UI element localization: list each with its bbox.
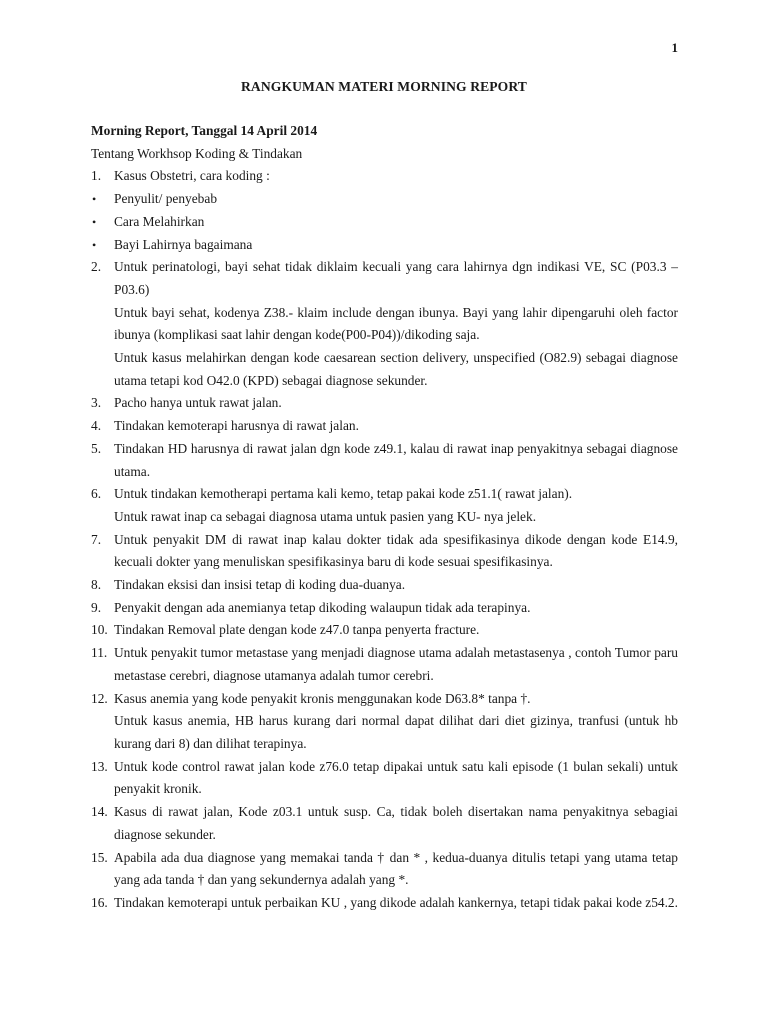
item-number: 7. bbox=[91, 531, 102, 547]
item-text: Tindakan eksisi dan insisi tetap di koding dua-duanya. bbox=[114, 577, 406, 593]
item-text: Untuk tindakan kemotherapi pertama kali kemo, tetap pakai kode z51.1( rawat jalan). bbox=[114, 486, 573, 502]
list-item-2 bbox=[91, 256, 678, 301]
item-number: 8. bbox=[91, 577, 102, 593]
list-item-10 bbox=[91, 619, 678, 642]
item-number: 12. bbox=[91, 690, 108, 706]
list-item-5 bbox=[91, 438, 678, 483]
item-number: 16. bbox=[91, 894, 108, 910]
list-item-16 bbox=[91, 892, 678, 915]
list-item-13 bbox=[91, 756, 678, 801]
list-item-6 bbox=[91, 483, 678, 506]
list-item-4 bbox=[91, 415, 678, 438]
bullet-icon: • bbox=[92, 237, 97, 252]
bullet-icon: • bbox=[92, 192, 97, 207]
item-number: 1. bbox=[91, 168, 102, 184]
item-note: Untuk kasus melahirkan dengan kode caesarean section delivery, unspecified (O82.9) sebagai diagnose utama tetapi kod O42.0 (KPD) sebagai diagnose sekunder. bbox=[114, 350, 678, 388]
document-body bbox=[91, 120, 678, 915]
item-text: Kasus Obstetri, cara koding : bbox=[114, 168, 270, 184]
item-text: Tindakan kemoterapi untuk perbaikan KU , yang dikode adalah kankernya, tetapi tidak pakai kode z54.2. bbox=[114, 894, 678, 910]
item-text: Apabila ada dua diagnose yang memakai tanda † dan * , kedua-duanya ditulis tetapi yang utama tetap yang ada tanda † dan yang sekundernya adalah yang *. bbox=[114, 849, 678, 888]
item-number: 9. bbox=[91, 599, 102, 615]
list-item-8 bbox=[91, 574, 678, 597]
item-number: 10. bbox=[91, 622, 108, 638]
item-number: 2. bbox=[91, 259, 102, 275]
item-text: Untuk kode control rawat jalan kode z76.0 tetap dipakai untuk satu kali episode (1 bulan sekali) untuk penyakit kronik. bbox=[114, 758, 678, 797]
item-text: Penyakit dengan ada anemianya tetap dikoding walaupun tidak ada terapinya. bbox=[114, 599, 531, 615]
item-text: Pacho hanya untuk rawat jalan. bbox=[114, 395, 282, 411]
item-number: 13. bbox=[91, 758, 108, 774]
item-number: 4. bbox=[91, 418, 102, 434]
section-heading: Morning Report, Tanggal 14 April 2014 bbox=[91, 123, 318, 138]
bullet-item bbox=[91, 188, 678, 211]
item-text: Tindakan kemoterapi harusnya di rawat jalan. bbox=[114, 418, 359, 434]
item-number: 11. bbox=[91, 645, 108, 661]
bullet-icon: • bbox=[92, 214, 97, 229]
item-note: Untuk rawat inap ca sebagai diagnosa utama untuk pasien yang KU- nya jelek. bbox=[114, 508, 537, 524]
item-text: Untuk penyakit tumor metastase yang menjadi diagnose utama adalah metastasenya , contoh Tumor paru metastase cerebri, diagnose utamanya adalah tumor cerebri. bbox=[114, 645, 678, 683]
bullet-text: Penyulit/ penyebab bbox=[114, 191, 218, 207]
item-text: Kasus anemia yang kode penyakit kronis menggunakan kode D63.8* tanpa †. bbox=[114, 690, 531, 706]
section-subheading: Tentang Workhsop Koding & Tindakan bbox=[91, 145, 303, 161]
bullet-text: Bayi Lahirnya bagaimana bbox=[114, 236, 253, 252]
item-number: 6. bbox=[91, 486, 102, 502]
item-number: 14. bbox=[91, 804, 108, 820]
document-title: RANGKUMAN MATERI MORNING REPORT bbox=[241, 79, 527, 94]
list-item-3 bbox=[91, 392, 678, 415]
bullet-item bbox=[91, 211, 678, 234]
item-number: 15. bbox=[91, 849, 108, 865]
list-item-7 bbox=[91, 529, 678, 574]
list-item-14 bbox=[91, 801, 678, 846]
item-text: Kasus di rawat jalan, Kode z03.1 untuk susp. Ca, tidak boleh disertakan nama penyakitnya sebagiai diagnose sekunder. bbox=[114, 804, 678, 842]
item-number: 3. bbox=[91, 395, 102, 411]
page-number: 1 bbox=[671, 40, 678, 55]
item-note: Untuk kasus anemia, HB harus kurang dari normal dapat dilihat dari diet gizinya, tranfusi (untuk hb kurang dari 8) dan dilihat terapinya. bbox=[114, 713, 678, 751]
list-item-1 bbox=[91, 165, 678, 188]
list-item-11 bbox=[91, 642, 678, 687]
item-text: Untuk penyakit DM di rawat inap kalau dokter tidak ada spesifikasinya dikode dengan kode E14.9, kecuali dokter yang menuliskan spesifikasinya baru di kode sesuai spesifikasinya. bbox=[114, 531, 678, 570]
item-note: Untuk bayi sehat, kodenya Z38.- klaim include dengan ibunya. Bayi yang lahir dipengaruhi oleh factor ibunya (komplikasi saat lahir dengan kode(P00-P04))/dikoding saja. bbox=[114, 304, 678, 343]
item-text: Tindakan Removal plate dengan kode z47.0 tanpa penyerta fracture. bbox=[114, 622, 480, 638]
item-number: 5. bbox=[91, 440, 102, 456]
bullet-text: Cara Melahirkan bbox=[114, 213, 205, 229]
item-text: Untuk perinatologi, bayi sehat tidak diklaim kecuali yang cara lahirnya dgn indikasi VE, SC (P03.3 – P03.6) bbox=[114, 259, 678, 297]
list-item-12 bbox=[91, 688, 678, 711]
bullet-item bbox=[91, 234, 678, 257]
item-text: Tindakan HD harusnya di rawat jalan dgn kode z49.1, kalau di rawat inap penyakitnya sebagai diagnose utama. bbox=[114, 440, 678, 479]
list-item-9 bbox=[91, 597, 678, 620]
list-item-15 bbox=[91, 847, 678, 892]
